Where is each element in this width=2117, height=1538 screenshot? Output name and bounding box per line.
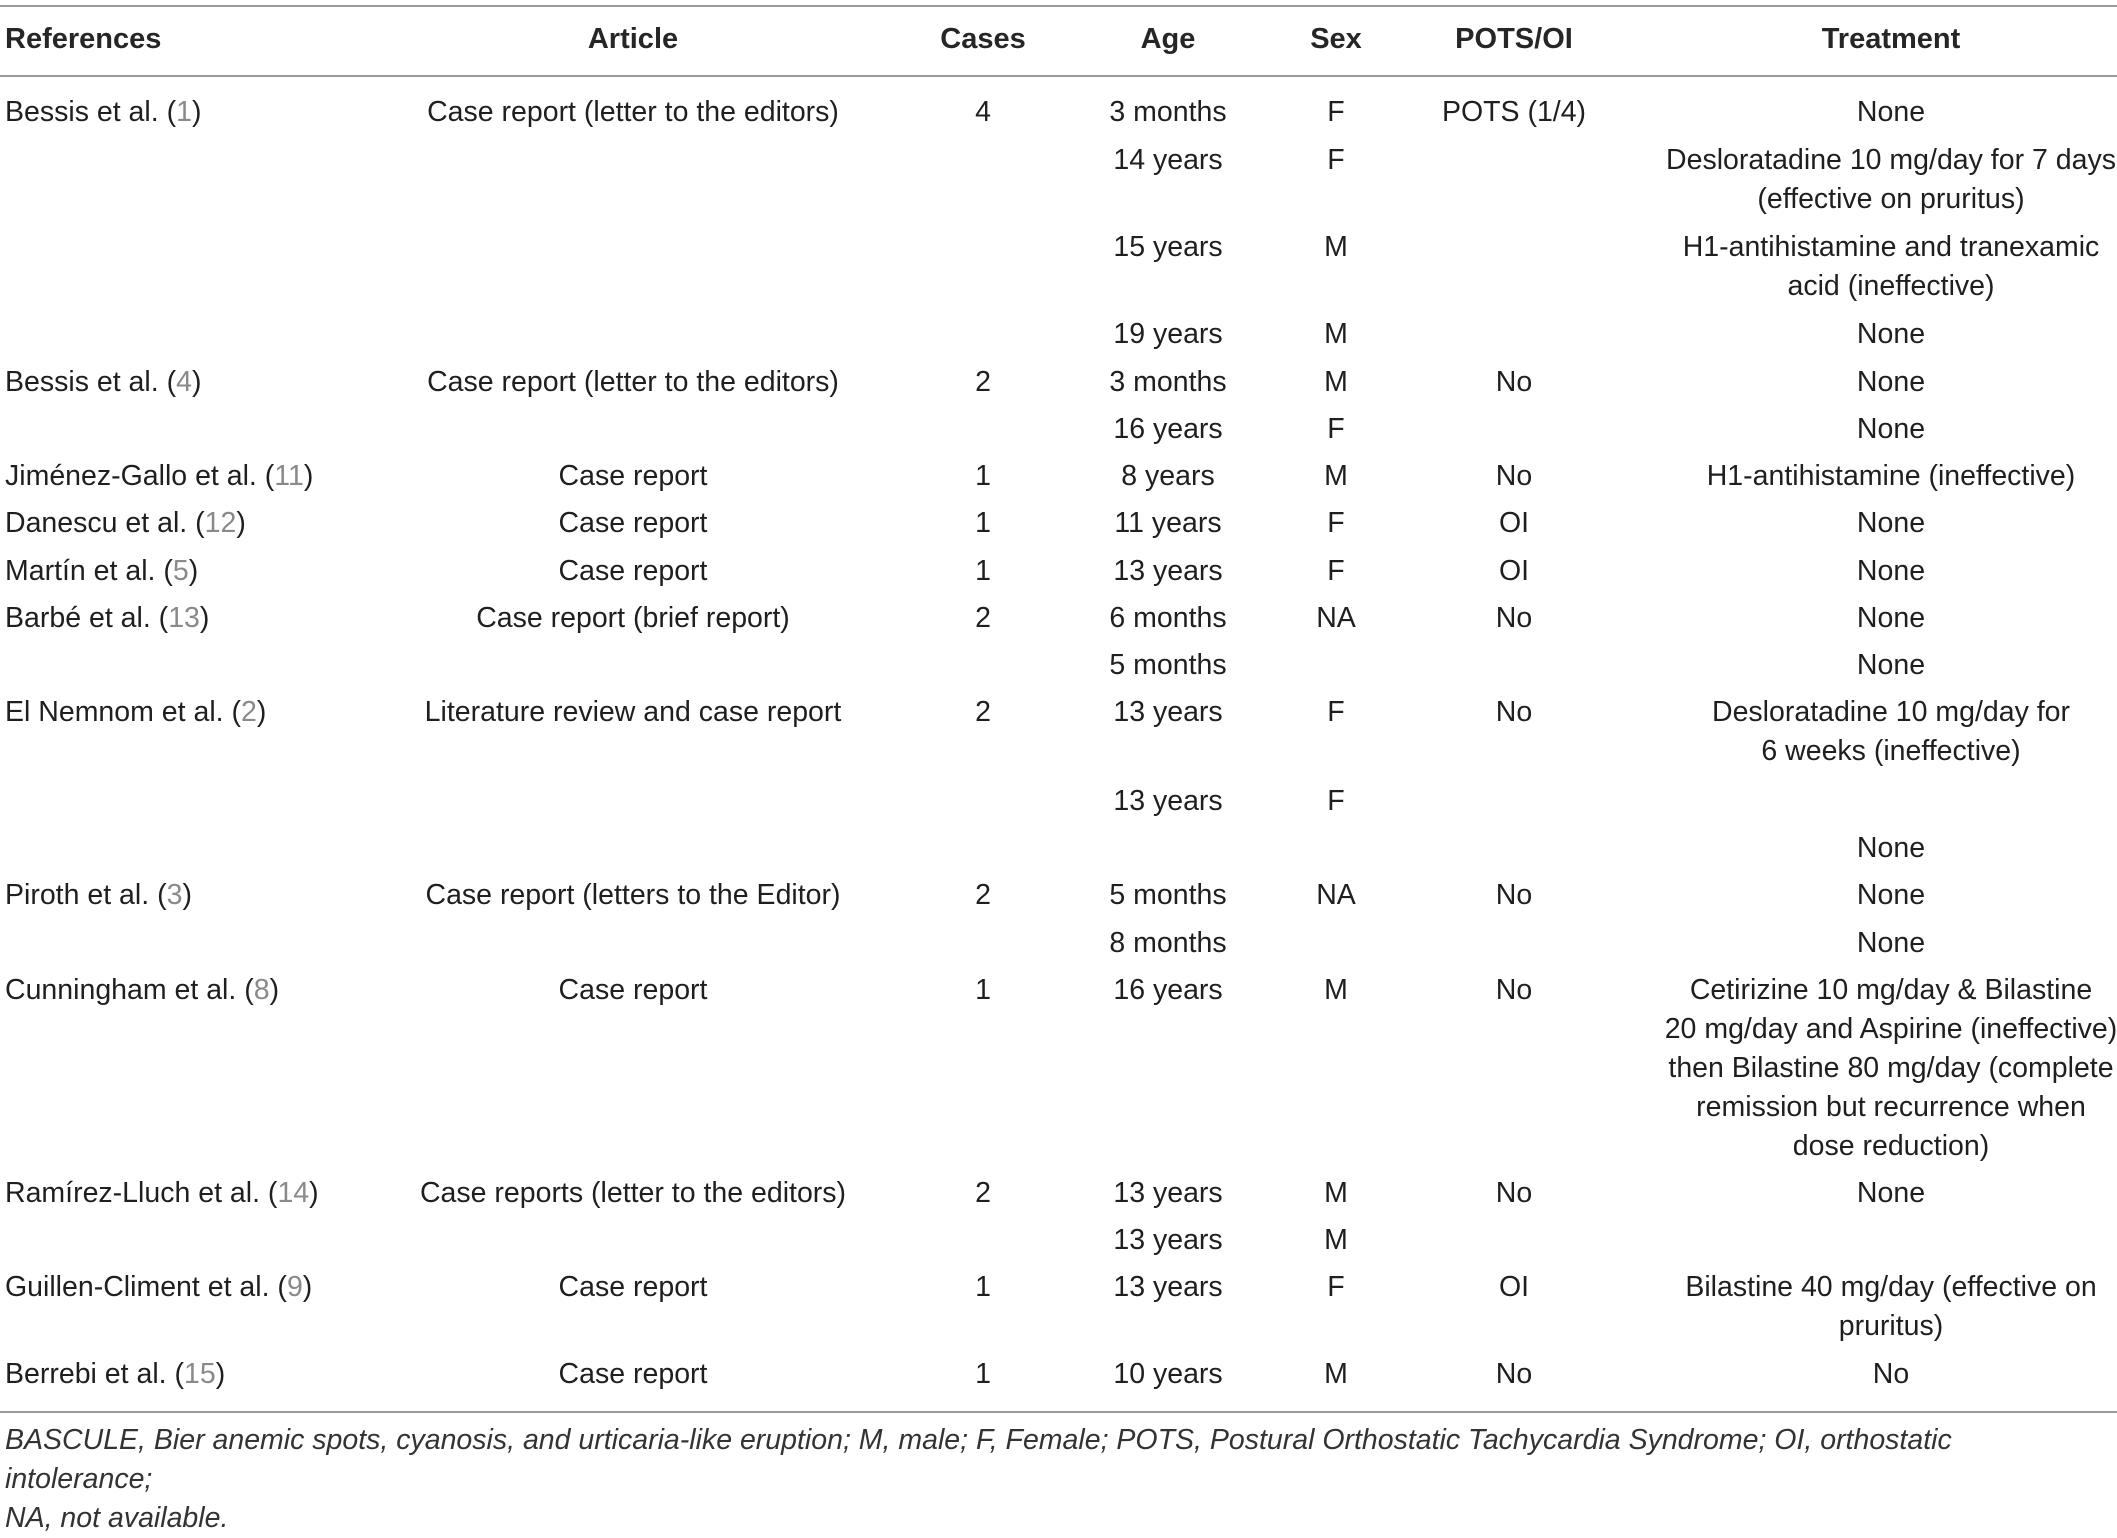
reference-author: Berrebi et al. <box>5 1358 167 1390</box>
cell-treatment: None <box>1856 602 1926 634</box>
header-article: Article <box>587 23 679 55</box>
reference-author: Danescu et al. <box>5 507 188 539</box>
cell-age: 3 months <box>1109 96 1227 128</box>
cell-article: Case report <box>558 1358 708 1390</box>
cell-sex: M <box>1324 366 1348 398</box>
cell-sex: M <box>1324 1224 1348 1256</box>
cell-reference: Cunningham et al. (8) <box>5 974 280 1006</box>
reference-author: Jiménez-Gallo et al. <box>5 460 257 492</box>
cell-age: 13 years <box>1113 555 1223 587</box>
cell-reference: Piroth et al. (3) <box>5 879 192 911</box>
header-pots-oi: POTS/OI <box>1455 23 1573 55</box>
reference-author: Martín et al. <box>5 555 156 587</box>
cell-cases: 4 <box>975 96 991 128</box>
header-age: Age <box>1140 23 1196 55</box>
reference-author: Bessis et al. <box>5 366 159 398</box>
cell-cases: 1 <box>975 555 991 587</box>
cell-pots: No <box>1495 879 1533 911</box>
cell-cases: 2 <box>975 602 991 634</box>
cell-article: Case report <box>558 974 708 1006</box>
table-footnote <box>5 1421 2105 1538</box>
cell-cases: 1 <box>975 1358 991 1390</box>
cell-sex: NA <box>1316 602 1356 634</box>
cell-treatment: None <box>1856 507 1926 539</box>
cell-cases: 2 <box>975 1177 991 1209</box>
cell-treatment: None <box>1856 318 1926 350</box>
cell-sex: F <box>1327 507 1345 539</box>
footnote-line: BASCULE, Bier anemic spots, cyanosis, and urticaria-like eruption; M, male; F, Female; POTS, Postural Orthostatic Tachycardia Syndrome; OI, orthostatic intolerance; <box>5 1424 1952 1495</box>
reference-citation-link[interactable]: 12 <box>204 507 237 539</box>
cell-treatment: None <box>1856 649 1926 681</box>
cell-sex: M <box>1324 1177 1348 1209</box>
header-treatment: Treatment <box>1821 23 1961 55</box>
cell-age: 14 years <box>1113 144 1223 176</box>
cell-pots: OI <box>1498 507 1530 539</box>
cell-article: Case report (brief report) <box>476 602 790 634</box>
table-header-rule <box>0 75 2117 77</box>
cell-age: 19 years <box>1113 318 1223 350</box>
cell-sex: M <box>1324 1358 1348 1390</box>
cell-article: Case reports (letter to the editors) <box>419 1177 847 1209</box>
reference-author: Barbé et al. <box>5 602 151 634</box>
reference-citation-link[interactable]: 5 <box>172 555 189 587</box>
cell-age: 8 months <box>1109 927 1227 959</box>
cell-pots: OI <box>1498 555 1530 587</box>
cell-sex: F <box>1327 96 1345 128</box>
cell-treatment: Bilastine 40 mg/day (effective on <box>1685 1271 2097 1303</box>
cell-cases: 2 <box>975 879 991 911</box>
footnote-line: NA, not available. <box>5 1502 229 1534</box>
cell-reference: Guillen-Climent et al. (9) <box>5 1271 313 1303</box>
cell-sex: F <box>1327 555 1345 587</box>
cell-age: 8 years <box>1121 460 1215 492</box>
cell-pots: No <box>1495 1177 1533 1209</box>
reference-citation-link[interactable]: 1 <box>176 96 192 128</box>
reference-author: Guillen-Climent et al. <box>5 1271 270 1303</box>
cell-article: Case report <box>558 1271 708 1303</box>
cell-treatment: acid (ineffective) <box>1787 270 1995 302</box>
reference-citation-link[interactable]: 2 <box>241 696 257 728</box>
cell-cases: 2 <box>975 696 991 728</box>
cell-pots: No <box>1495 602 1533 634</box>
cell-treatment: None <box>1856 413 1926 445</box>
cell-treatment: None <box>1856 366 1926 398</box>
cell-reference: Berrebi et al. (15) <box>5 1358 226 1390</box>
cell-sex: M <box>1324 974 1348 1006</box>
cell-age: 16 years <box>1113 413 1223 445</box>
reference-author: Piroth et al. <box>5 879 150 911</box>
table-bottom-rule <box>0 1411 2117 1413</box>
cell-age: 3 months <box>1109 366 1227 398</box>
cell-treatment: (effective on pruritus) <box>1757 183 2025 215</box>
reference-citation-link[interactable]: 4 <box>176 366 192 398</box>
cell-pots: POTS (1/4) <box>1441 96 1587 128</box>
cell-age: 13 years <box>1113 1177 1223 1209</box>
cell-age: 5 months <box>1109 879 1227 911</box>
cell-treatment: H1-antihistamine (ineffective) <box>1706 460 2076 492</box>
cell-sex: F <box>1327 144 1345 176</box>
cell-treatment: 6 weeks (ineffective) <box>1761 735 2021 767</box>
cell-sex: NA <box>1316 879 1356 911</box>
cell-pots: No <box>1495 974 1533 1006</box>
cell-age: 10 years <box>1113 1358 1223 1390</box>
header-references: References <box>5 23 162 55</box>
cell-age: 13 years <box>1113 696 1223 728</box>
table-top-rule <box>0 5 2117 7</box>
cell-treatment: 20 mg/day and Aspirine (ineffective) <box>1664 1013 2117 1045</box>
cell-age: 13 years <box>1113 1224 1223 1256</box>
reference-author: Bessis et al. <box>5 96 159 128</box>
reference-citation-link[interactable]: 11 <box>274 460 304 492</box>
cell-article: Literature review and case report <box>424 696 842 728</box>
reference-citation-link[interactable]: 8 <box>253 974 270 1006</box>
cell-pots: No <box>1495 696 1533 728</box>
cell-treatment: None <box>1856 927 1926 959</box>
cell-sex: M <box>1324 318 1348 350</box>
cell-treatment: None <box>1856 96 1926 128</box>
cell-treatment: Cetirizine 10 mg/day & Bilastine <box>1689 974 2093 1006</box>
cell-article: Case report (letters to the Editor) <box>425 879 841 911</box>
cell-age: 16 years <box>1113 974 1223 1006</box>
cell-treatment: None <box>1856 879 1926 911</box>
cell-age: 15 years <box>1113 231 1223 263</box>
cell-reference: El Nemnom et al. (2) <box>5 696 267 728</box>
cell-sex: M <box>1324 460 1348 492</box>
cell-treatment: H1-antihistamine and tranexamic <box>1682 231 2100 263</box>
cell-cases: 1 <box>975 974 991 1006</box>
cell-article: Case report <box>558 460 708 492</box>
cell-age: 6 months <box>1109 602 1227 634</box>
reference-citation-link[interactable]: 14 <box>277 1177 310 1209</box>
cell-age: 13 years <box>1113 785 1223 817</box>
cell-age: 11 years <box>1114 507 1222 539</box>
cell-reference: Barbé et al. (13) <box>5 602 210 634</box>
cell-reference: Martín et al. (5) <box>5 555 199 587</box>
cell-treatment: None <box>1856 832 1926 864</box>
cell-cases: 1 <box>975 507 991 539</box>
cell-treatment: None <box>1856 1177 1926 1209</box>
reference-citation-link[interactable]: 13 <box>168 602 200 634</box>
cell-sex: F <box>1327 1271 1345 1303</box>
cell-treatment: No <box>1872 1358 1910 1390</box>
cell-cases: 2 <box>975 366 991 398</box>
cell-treatment: None <box>1856 555 1926 587</box>
cell-reference: Bessis et al. (4) <box>5 366 202 398</box>
cell-sex: F <box>1327 696 1345 728</box>
cell-sex: F <box>1327 785 1345 817</box>
cell-reference: Ramírez-Lluch et al. (14) <box>5 1177 319 1209</box>
reference-citation-link[interactable]: 15 <box>184 1358 216 1390</box>
cell-cases: 1 <box>975 1271 991 1303</box>
cell-article: Case report (letter to the editors) <box>427 96 839 128</box>
cell-sex: M <box>1324 231 1348 263</box>
reference-citation-link[interactable]: 3 <box>166 879 183 911</box>
cell-cases: 1 <box>975 460 991 492</box>
cell-pots: No <box>1495 460 1533 492</box>
cell-age: 5 months <box>1109 649 1227 681</box>
cell-article: Case report (letter to the editors) <box>427 366 839 398</box>
reference-author: Ramírez-Lluch et al. <box>5 1177 261 1209</box>
cell-pots: No <box>1495 366 1533 398</box>
cell-reference: Danescu et al. (12) <box>5 507 246 539</box>
reference-citation-link[interactable]: 9 <box>286 1271 303 1303</box>
cell-treatment: pruritus) <box>1838 1310 1944 1342</box>
cell-reference: Jiménez-Gallo et al. (11) <box>5 460 314 492</box>
cell-pots: No <box>1495 1358 1533 1390</box>
cell-treatment: Desloratadine 10 mg/day for <box>1711 696 2071 728</box>
cell-treatment: dose reduction) <box>1792 1130 1990 1162</box>
cell-sex: F <box>1327 413 1345 445</box>
cell-treatment: then Bilastine 80 mg/day (complete <box>1668 1052 2114 1084</box>
reference-author: Cunningham et al. <box>5 974 237 1006</box>
cell-article: Case report <box>558 555 708 587</box>
cell-article: Case report <box>558 507 708 539</box>
cell-age: 13 years <box>1113 1271 1223 1303</box>
cell-treatment: remission but recurrence when <box>1696 1091 2086 1123</box>
cell-reference: Bessis et al. (1) <box>5 96 202 128</box>
cell-pots: OI <box>1498 1271 1530 1303</box>
header-cases: Cases <box>940 23 1026 55</box>
header-sex: Sex <box>1310 23 1362 55</box>
cell-treatment: Desloratadine 10 mg/day for 7 days <box>1666 144 2116 176</box>
reference-author: El Nemnom et al. <box>5 696 224 728</box>
